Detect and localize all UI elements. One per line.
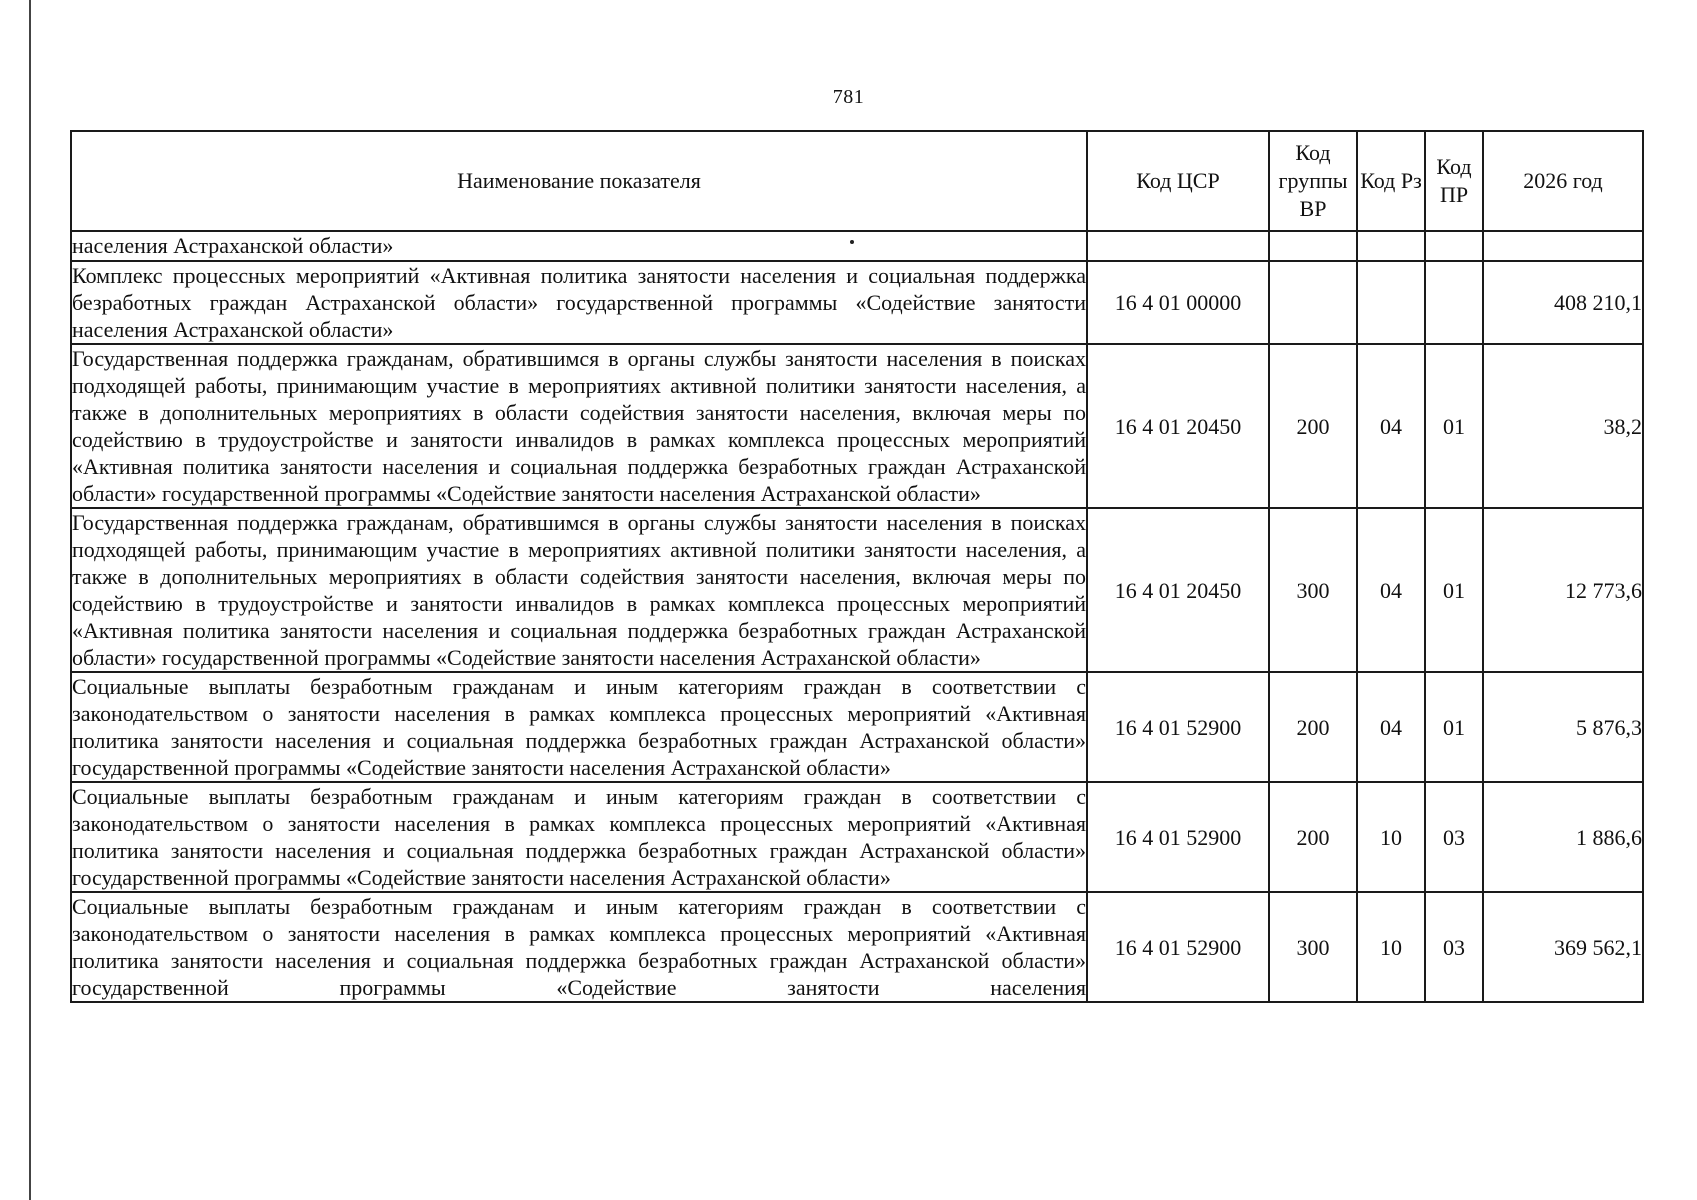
continuation-empty-cell xyxy=(1425,231,1483,261)
table-row xyxy=(71,344,1643,508)
continuation-empty-cell xyxy=(1087,231,1269,261)
row-name: Социальные выплаты безработным гражданам и иным категориям граждан в соответствии с законодательством о занятости населения в рамках комплекса процессных мероприятий «Активная политика занятости населения и социальная поддержка безработных граждан Астраханской области» государственной программы «Содействие занятости населения Астраханской области» xyxy=(72,674,1086,780)
row-vr: 200 xyxy=(1269,782,1357,892)
row-rz: 10 xyxy=(1357,782,1425,892)
row-name: Государственная поддержка гражданам, обратившимся в органы службы занятости населения в поисках подходящей работы, принимающим участие в мероприятиях активной политики занятости населения, а также в дополнительных мероприятиях в области содействия занятости населения, включая меры по содействию в трудоустройстве и занятости инвалидов в рамках комплекса процессных мероприятий «Активная политика занятости населения и социальная поддержка безработных граждан Астраханской области» государственной программы «Содействие занятости населения Астраханской области» xyxy=(72,510,1086,670)
row-csr: 16 4 01 20450 xyxy=(1087,344,1269,508)
continuation-empty-cell xyxy=(1357,231,1425,261)
table-header-row xyxy=(71,131,1643,231)
row-amount: 5 876,3 xyxy=(1483,672,1643,782)
header-rz: Код Рз xyxy=(1357,131,1425,231)
row-rz xyxy=(1357,261,1425,344)
continuation-empty-cell xyxy=(1269,231,1357,261)
row-csr: 16 4 01 00000 xyxy=(1087,261,1269,344)
row-csr: 16 4 01 52900 xyxy=(1087,672,1269,782)
row-name: Социальные выплаты безработным гражданам и иным категориям граждан в соответствии с законодательством о занятости населения в рамках комплекса процессных мероприятий «Активная политика занятости населения и социальная поддержка безработных граждан Астраханской области» государственной программы «Содействие занятости населения xyxy=(72,894,1086,1000)
row-rz: 04 xyxy=(1357,508,1425,672)
scan-dot-mark xyxy=(850,240,854,244)
row-amount: 369 562,1 xyxy=(1483,892,1643,1002)
row-name: Комплекс процессных мероприятий «Активная политика занятости населения и социальная поддержка безработных граждан Астраханской области» государственной программы «Содействие занятости населения Астраханской области» xyxy=(72,263,1086,342)
row-name: Государственная поддержка гражданам, обратившимся в органы службы занятости населения в поисках подходящей работы, принимающим участие в мероприятиях активной политики занятости населения, а также в дополнительных мероприятиях в области содействия занятости населения, включая меры по содействию в трудоустройстве и занятости инвалидов в рамках комплекса процессных мероприятий «Активная политика занятости населения и социальная поддержка безработных граждан Астраханской области» государственной программы «Содействие занятости населения Астраханской области» xyxy=(72,346,1086,506)
row-vr: 300 xyxy=(1269,892,1357,1002)
table-row xyxy=(71,261,1643,344)
row-amount: 12 773,6 xyxy=(1483,508,1643,672)
row-pr: 01 xyxy=(1425,672,1483,782)
row-pr: 03 xyxy=(1425,892,1483,1002)
row-pr: 01 xyxy=(1425,344,1483,508)
continuation-row xyxy=(71,231,1643,261)
row-pr xyxy=(1425,261,1483,344)
header-csr: Код ЦСР xyxy=(1087,131,1269,231)
header-name: Наименование показателя xyxy=(71,131,1087,231)
row-csr: 16 4 01 52900 xyxy=(1087,782,1269,892)
row-name: Социальные выплаты безработным гражданам и иным категориям граждан в соответствии с законодательством о занятости населения в рамках комплекса процессных мероприятий «Активная политика занятости населения и социальная поддержка безработных граждан Астраханской области» государственной программы «Содействие занятости населения Астраханской области» xyxy=(72,784,1086,890)
table-row xyxy=(71,672,1643,782)
row-rz: 04 xyxy=(1357,672,1425,782)
row-csr: 16 4 01 52900 xyxy=(1087,892,1269,1002)
row-rz: 10 xyxy=(1357,892,1425,1002)
row-pr: 03 xyxy=(1425,782,1483,892)
continuation-empty-cell xyxy=(1483,231,1643,261)
table-row xyxy=(71,782,1643,892)
row-rz: 04 xyxy=(1357,344,1425,508)
row-amount: 408 210,1 xyxy=(1483,261,1643,344)
row-amount: 1 886,6 xyxy=(1483,782,1643,892)
left-margin-line xyxy=(29,0,31,1200)
table-row xyxy=(71,508,1643,672)
header-vr: Код группы ВР xyxy=(1269,131,1357,231)
header-pr: Код ПР xyxy=(1425,131,1483,231)
row-vr: 200 xyxy=(1269,344,1357,508)
page-number: 781 xyxy=(832,86,865,108)
row-vr xyxy=(1269,261,1357,344)
row-vr: 300 xyxy=(1269,508,1357,672)
header-year: 2026 год xyxy=(1483,131,1643,231)
row-amount: 38,2 xyxy=(1483,344,1643,508)
table-row xyxy=(71,892,1643,1002)
row-pr: 01 xyxy=(1425,508,1483,672)
row-vr: 200 xyxy=(1269,672,1357,782)
budget-table xyxy=(70,130,1644,1003)
continuation-text: населения Астраханской области» xyxy=(71,231,1087,261)
row-csr: 16 4 01 20450 xyxy=(1087,508,1269,672)
